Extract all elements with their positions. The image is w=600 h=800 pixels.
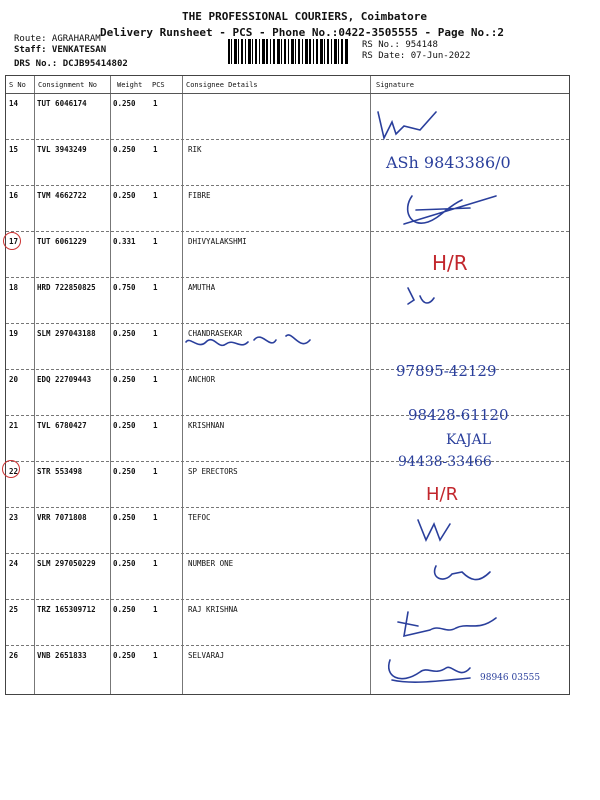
row-consignment-no: TUT 6061229 <box>37 237 87 246</box>
runsheet-subtitle: Delivery Runsheet - PCS - Phone No.:0422-3505555 - Page No.:2 <box>100 26 504 39</box>
row-sno: 23 <box>9 513 19 522</box>
row-weight: 0.250 <box>113 651 136 660</box>
row-sno: 22 <box>9 467 19 476</box>
row-sno: 25 <box>9 605 19 614</box>
row-consignee: DHIVYALAKSHMI <box>188 237 247 246</box>
sig-row17-hr: H/R <box>432 251 468 275</box>
row-consignment-no: TUT 6046174 <box>37 99 87 108</box>
row-sno: 26 <box>9 651 19 660</box>
row-weight: 0.250 <box>113 99 136 108</box>
row-consignee: KRISHNAN <box>188 421 225 430</box>
row-weight: 0.250 <box>113 375 136 384</box>
row-pcs: 1 <box>153 651 158 660</box>
row-consignment-no: TVL 3943249 <box>37 145 87 154</box>
row-sno: 14 <box>9 99 19 108</box>
row-pcs: 1 <box>153 375 158 384</box>
sig-row21-name: KAJAL <box>446 432 492 448</box>
row-consignment-no: SLM 297043188 <box>37 329 96 338</box>
row-weight: 0.250 <box>113 329 136 338</box>
row-weight: 0.250 <box>113 145 136 154</box>
signature-row19-tamil <box>186 335 310 345</box>
col-header-consignment: Consignment No <box>38 81 98 89</box>
row-pcs: 1 <box>153 559 158 568</box>
row-consignee: ANCHOR <box>188 375 216 384</box>
col-header-weight: Weight <box>117 81 143 89</box>
row-pcs: 1 <box>153 329 158 338</box>
sig-row21-phone: 94438-33466 <box>398 454 492 470</box>
row-consignment-no: VNB 2651833 <box>37 651 87 660</box>
row-weight: 0.250 <box>113 467 136 476</box>
row-sno: 24 <box>9 559 19 568</box>
row-consignee: RAJ KRISHNA <box>188 605 238 614</box>
signature-row23 <box>418 520 450 540</box>
row-weight: 0.250 <box>113 191 136 200</box>
row-sno: 20 <box>9 375 19 384</box>
route-label: Route: AGRAHARAM <box>14 34 101 44</box>
row-sno: 18 <box>9 283 19 292</box>
row-pcs: 1 <box>153 237 158 246</box>
signature-row24 <box>435 566 490 580</box>
signature-row16 <box>404 196 496 224</box>
row-weight: 0.750 <box>113 283 136 292</box>
row-consignment-no: STR 553498 <box>37 467 83 476</box>
rs-date: RS Date: 07-Jun-2022 <box>362 51 471 61</box>
row-pcs: 1 <box>153 145 158 154</box>
signature-row18 <box>408 288 434 304</box>
row-sno: 16 <box>9 191 19 200</box>
row-consignment-no: VRR 7071808 <box>37 513 87 522</box>
row-pcs: 1 <box>153 99 158 108</box>
row-consignment-no: TRZ 165309712 <box>37 605 96 614</box>
row-consignee: RIK <box>188 145 202 154</box>
sig-row19-phone: 97895-42129 <box>396 362 497 380</box>
row-consignment-no: TVL 6780427 <box>37 421 87 430</box>
row-consignee: FIBRE <box>188 191 211 200</box>
sig-row22-hr: H/R <box>426 484 459 505</box>
col-header-sno: S No <box>9 81 26 89</box>
row-consignee: SELVARAJ <box>188 651 225 660</box>
row-pcs: 1 <box>153 283 158 292</box>
row-consignee: NUMBER ONE <box>188 559 234 568</box>
row-consignee: AMUTHA <box>188 283 216 292</box>
row-weight: 0.250 <box>113 559 136 568</box>
row-sno: 17 <box>9 237 19 246</box>
row-weight: 0.250 <box>113 421 136 430</box>
row-weight: 0.250 <box>113 605 136 614</box>
row-weight: 0.250 <box>113 513 136 522</box>
signature-row26 <box>389 660 470 682</box>
row-pcs: 1 <box>153 513 158 522</box>
row-pcs: 1 <box>153 467 158 476</box>
row-consignment-no: SLM 297050229 <box>37 559 96 568</box>
signature-row25 <box>398 612 496 636</box>
row-consignment-no: HRD 722850825 <box>37 283 96 292</box>
row-pcs: 1 <box>153 421 158 430</box>
staff-label: Staff: VENKATESAN <box>14 45 107 55</box>
row-sno: 21 <box>9 421 19 430</box>
company-title: THE PROFESSIONAL COURIERS, Coimbatore <box>182 10 428 23</box>
rs-number: RS No.: 954148 <box>362 40 438 50</box>
sig-row26-phone: 98946 03555 <box>480 673 541 683</box>
row-consignment-no: TVM 4662722 <box>37 191 87 200</box>
row-consignment-no: EDQ 22709443 <box>37 375 92 384</box>
row-pcs: 1 <box>153 191 158 200</box>
row-consignee: CHANDRASEKAR <box>188 329 243 338</box>
row-weight: 0.331 <box>113 237 136 246</box>
sig-row20-phone: 98428-61120 <box>408 406 509 424</box>
signature-row14 <box>378 112 436 138</box>
sig-row15: ASh 9843386/0 <box>386 153 511 172</box>
col-header-consignee: Consignee Details <box>186 81 258 89</box>
col-header-signature: Signature <box>376 81 414 89</box>
row-consignee: TEFOC <box>188 513 211 522</box>
row-pcs: 1 <box>153 605 158 614</box>
row-consignee: SP ERECTORS <box>188 467 238 476</box>
drs-number: DRS No.: DCJB95414802 <box>14 59 128 69</box>
col-header-pcs: PCS <box>152 81 165 89</box>
row-sno: 15 <box>9 145 19 154</box>
row-sno: 19 <box>9 329 19 338</box>
